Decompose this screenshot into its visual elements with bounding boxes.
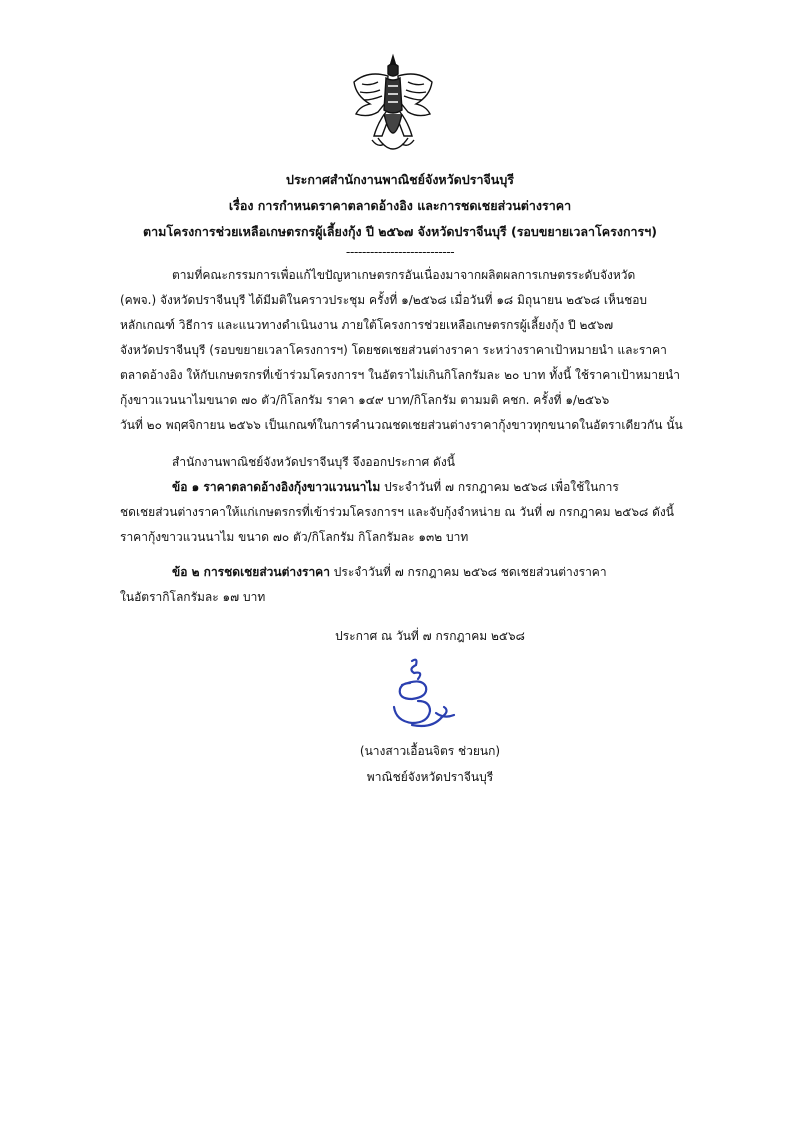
item-1-line: ชดเชยส่วนต่างราคาให้แก่เกษตรกรที่เข้าร่วมโครงการฯ และจับกุ้งจำหน่าย ณ วันที่ ๗ กรกฎาคม ๒๕๖๘ ดังนี้	[120, 505, 674, 519]
item-1-line	[172, 478, 619, 497]
paragraph-line: วันที่ ๒๐ พฤศจิกายน ๒๕๖๖ เป็นเกณฑ์ในการคำนวณชดเชยส่วนต่างราคากุ้งขาวทุกขนาดในอัตราเดียวกัน นั้น	[120, 418, 683, 432]
header-divider: ---------------------------	[345, 244, 455, 259]
paragraph-line: หลักเกณฑ์ วิธีการ และแนวทางดำเนินงาน ภายใต้โครงการช่วยเหลือเกษตรกรผู้เลี้ยงกุ้ง ปี ๒๕๖๗	[120, 318, 614, 332]
item-2-line	[172, 563, 607, 582]
paragraph-line: จังหวัดปราจีนบุรี (รอบขยายเวลาโครงการฯ) โดยชดเชยส่วนต่างราคา ระหว่างราคาเป้าหมายนำ และราคา	[120, 343, 667, 357]
garuda-emblem-icon	[348, 52, 438, 164]
paragraph-line: (คพจ.) จังหวัดปราจีนบุรี ได้มีมติในคราวประชุม ครั้งที่ ๑/๒๕๖๘ เมื่อวันที่ ๑๘ มิถุนายน ๒๕๖๘ เห็นชอบ	[120, 293, 648, 307]
paragraph-intro: สำนักงานพาณิชย์จังหวัดปราจีนบุรี จึงออกประกาศ ดังนี้	[172, 455, 455, 469]
item-1-label: ข้อ ๑ ราคาตลาดอ้างอิงกุ้งขาวแวนนาไม	[172, 480, 381, 494]
announcement-title: ประกาศสำนักงานพาณิชย์จังหวัดปราจีนบุรี	[286, 172, 514, 187]
item-2-line: ในอัตรากิโลกรัมละ ๑๗ บาท	[120, 590, 266, 604]
item-2-text: ประจำวันที่ ๗ กรกฎาคม ๒๕๖๘ ชดเชยส่วนต่างราคา	[329, 565, 607, 579]
item-1-text: ประจำวันที่ ๗ กรกฎาคม ๒๕๖๘ เพื่อใช้ในการ	[380, 480, 619, 494]
signatory-position: พาณิชย์จังหวัดปราจีนบุรี	[366, 770, 494, 784]
paragraph-line: ตามที่คณะกรรมการเพื่อแก้ไขปัญหาเกษตรกรอันเนื่องมาจากผลิตผลการเกษตรระดับจังหวัด	[172, 268, 636, 282]
announcement-date: ประกาศ ณ วันที่ ๗ กรกฎาคม ๒๕๖๘	[335, 629, 525, 643]
paragraph-line: กุ้งขาวแวนนาไมขนาด ๗๐ ตัว/กิโลกรัม ราคา ๑๔๙ บาท/กิโลกรัม ตามมติ คชก. ครั้งที่ ๑/๒๕๖๖	[120, 393, 610, 407]
announcement-subject-continued: ตามโครงการช่วยเหลือเกษตรกรผู้เลี้ยงกุ้ง ปี ๒๕๖๗ จังหวัดปราจีนบุรี (รอบขยายเวลาโครงการฯ)	[143, 224, 657, 239]
signatory-name: (นางสาวเอื้อนจิตร ช่วยนก)	[359, 744, 501, 758]
item-2-label: ข้อ ๒ การชดเชยส่วนต่างราคา	[172, 565, 330, 579]
handwritten-signature	[372, 655, 472, 735]
item-1-line: ราคากุ้งขาวแวนนาไม ขนาด ๗๐ ตัว/กิโลกรัม กิโลกรัมละ ๑๓๒ บาท	[120, 530, 469, 544]
paragraph-line: ตลาดอ้างอิง ให้กับเกษตรกรที่เข้าร่วมโครงการฯ ในอัตราไม่เกินกิโลกรัมละ ๒๐ บาท ทั้งนี้ ใช้ราคาเป้าหมายนำ	[120, 368, 680, 382]
announcement-subject: เรื่อง การกำหนดราคาตลาดอ้างอิง และการชดเชยส่วนต่างราคา	[228, 198, 572, 213]
